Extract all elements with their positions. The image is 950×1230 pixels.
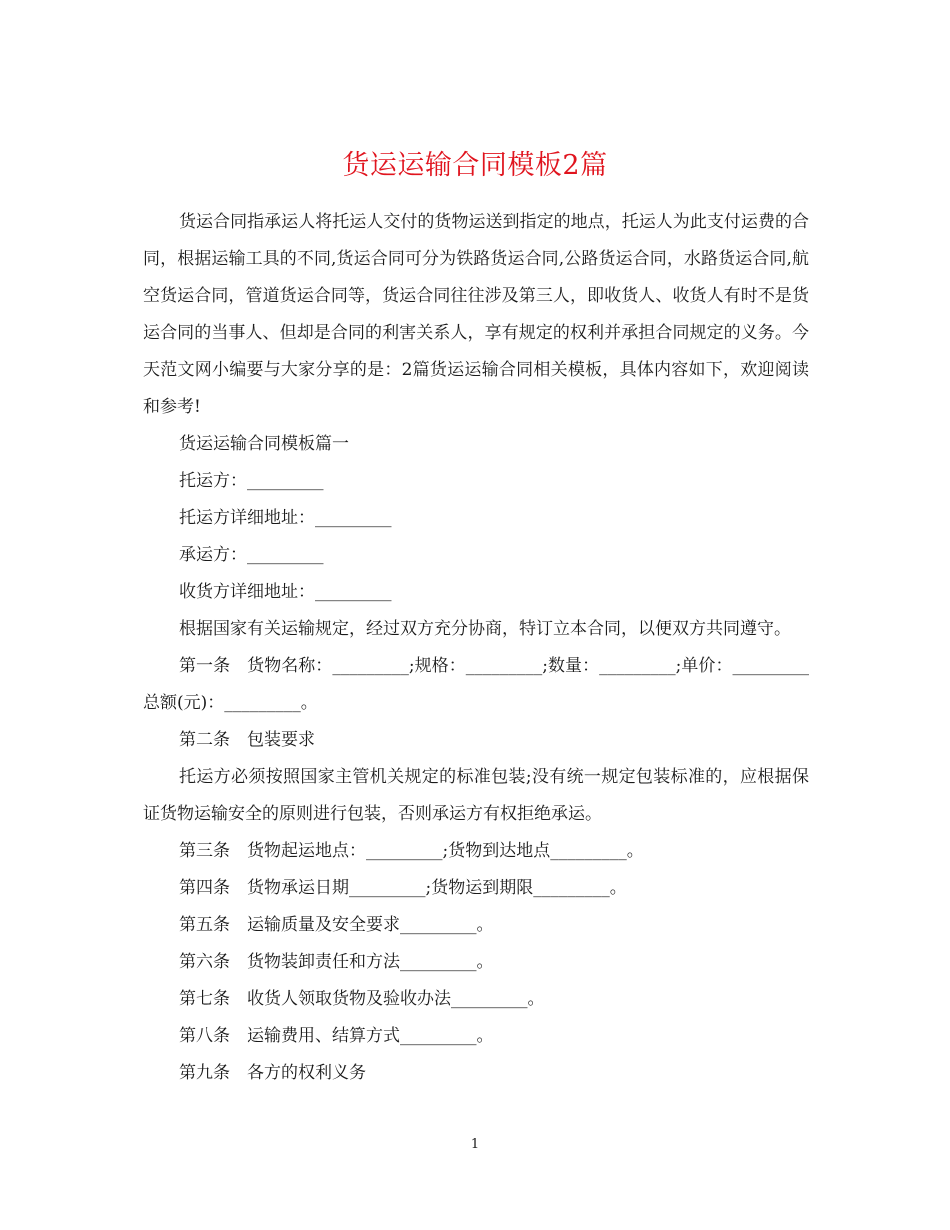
consignee-address-field: 收货方详细地址：_________ — [179, 582, 392, 602]
article-9-heading: 第九条 各方的权利义务 — [179, 1063, 366, 1083]
article-2-heading: 第二条 包装要求 — [179, 730, 315, 750]
article-4: 第四条 货物承运日期_________;货物运到期限_________。 — [179, 878, 627, 898]
article-3: 第三条 货物起运地点：_________;货物到达地点_________。 — [179, 841, 644, 861]
page-number: 1 — [470, 1137, 480, 1152]
carrier-field: 承运方：_________ — [179, 545, 324, 565]
intro-paragraph: 货运合同指承运人将托运人交付的货物运送到指定的地点，托运人为此支付运费的合同，根据运输工具的不同,货运合同可分为铁路货运合同,公路货运合同，水路货运合同,航空货运合同，管道货运合同等，货运合同往往涉及第三人，即收货人、收货人有时不是货运合同的当事人、但却是合同的利害关系人，享有规定的权利并承担合同规定的义务。今天范文网小编要与大家分享的是：2篇货运运输合同相关模板，具体内容如下，欢迎阅读和参考! — [143, 212, 809, 417]
agreement-paragraph: 根据国家有关运输规定，经过双方充分协商，特订立本合同，以便双方共同遵守。 — [179, 619, 791, 639]
section-heading: 货运运输合同模板篇一 — [179, 434, 349, 454]
article-8: 第八条 运输费用、结算方式_________。 — [179, 1026, 494, 1046]
article-5: 第五条 运输质量及安全要求_________。 — [179, 915, 494, 935]
document-body — [143, 204, 809, 1092]
shipper-address-field: 托运方详细地址：_________ — [179, 508, 392, 528]
shipper-field: 托运方：_________ — [179, 471, 324, 491]
article-1: 第一条 货物名称：_________;规格：_________;数量：_________;单价：_________总额(元)：_________。 — [143, 656, 809, 713]
article-7: 第七条 收货人领取货物及验收办法_________。 — [179, 989, 545, 1009]
article-2-body: 托运方必须按照国家主管机关规定的标准包装;没有统一规定包装标准的，应根据保证货物运输安全的原则进行包装，否则承运方有权拒绝承运。 — [143, 767, 809, 824]
article-6: 第六条 货物装卸责任和方法_________。 — [179, 952, 494, 972]
document-title: 货运运输合同模板2篇 — [342, 150, 608, 182]
